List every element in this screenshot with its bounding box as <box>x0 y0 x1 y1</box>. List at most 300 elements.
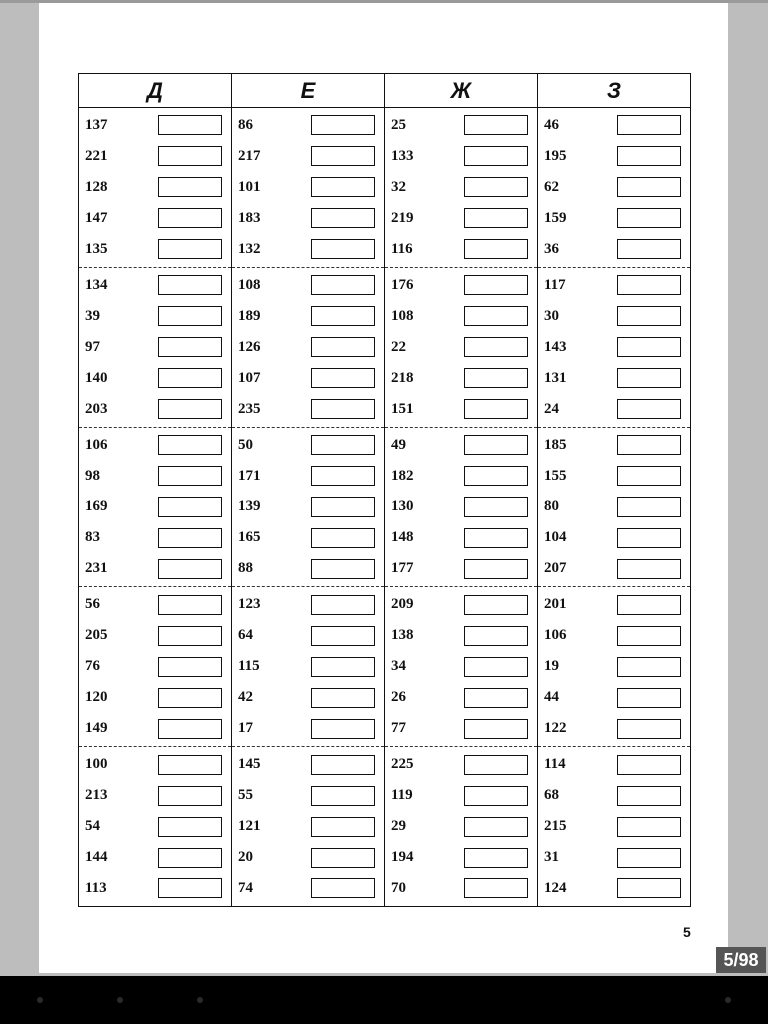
answer-box[interactable] <box>311 878 375 898</box>
problem-row <box>385 433 537 457</box>
problem-row <box>538 304 690 328</box>
problem-number: 203 <box>85 400 108 417</box>
problem-row <box>385 686 537 710</box>
problem-number: 68 <box>544 787 559 804</box>
answer-box[interactable] <box>464 559 528 579</box>
problem-row <box>538 624 690 648</box>
problem-row <box>385 464 537 488</box>
problem-row <box>79 397 231 421</box>
answer-box[interactable] <box>464 466 528 486</box>
answer-box[interactable] <box>617 115 681 135</box>
problem-row <box>538 495 690 519</box>
row-group <box>385 427 537 587</box>
problem-row <box>232 304 384 328</box>
answer-box[interactable] <box>617 337 681 357</box>
problem-row <box>79 304 231 328</box>
answer-box[interactable] <box>158 755 222 775</box>
answer-box[interactable] <box>158 626 222 646</box>
answer-box[interactable] <box>311 817 375 837</box>
problem-number: 121 <box>238 818 261 835</box>
nav-back-icon[interactable] <box>37 997 43 1003</box>
answer-box[interactable] <box>311 208 375 228</box>
answer-box[interactable] <box>158 146 222 166</box>
problem-row <box>385 624 537 648</box>
problem-row <box>538 144 690 168</box>
problem-number: 55 <box>238 787 253 804</box>
problem-row <box>385 397 537 421</box>
problem-number: 80 <box>544 498 559 515</box>
problem-row <box>79 144 231 168</box>
problem-number: 74 <box>238 879 253 896</box>
answer-box[interactable] <box>311 719 375 739</box>
answer-box[interactable] <box>311 595 375 615</box>
column-header: Е <box>231 74 384 107</box>
worksheet-table <box>78 73 691 907</box>
answer-box[interactable] <box>617 528 681 548</box>
problem-row <box>232 144 384 168</box>
problem-number: 39 <box>85 307 100 324</box>
answer-box[interactable] <box>464 626 528 646</box>
problem-row <box>385 113 537 137</box>
answer-box[interactable] <box>617 275 681 295</box>
problem-row <box>538 273 690 297</box>
answer-box[interactable] <box>158 435 222 455</box>
nav-recent-apps-icon[interactable] <box>197 997 203 1003</box>
problem-row <box>538 464 690 488</box>
answer-box[interactable] <box>464 337 528 357</box>
answer-box[interactable] <box>464 177 528 197</box>
answer-box[interactable] <box>158 115 222 135</box>
problem-number: 140 <box>85 369 108 386</box>
answer-box[interactable] <box>158 786 222 806</box>
problem-number: 139 <box>238 498 261 515</box>
problem-row <box>79 655 231 679</box>
answer-box[interactable] <box>464 719 528 739</box>
problem-number: 195 <box>544 147 567 164</box>
answer-box[interactable] <box>158 399 222 419</box>
problem-number: 97 <box>85 338 100 355</box>
problem-number: 32 <box>391 178 406 195</box>
problem-row <box>538 237 690 261</box>
row-group <box>538 108 690 267</box>
problem-number: 108 <box>391 307 414 324</box>
problem-number: 182 <box>391 467 414 484</box>
answer-box[interactable] <box>617 146 681 166</box>
problem-number: 165 <box>238 529 261 546</box>
answer-box[interactable] <box>311 497 375 517</box>
answer-box[interactable] <box>617 208 681 228</box>
problem-row <box>232 366 384 390</box>
page-counter[interactable]: 5/98 <box>716 947 766 973</box>
problem-row <box>538 593 690 617</box>
problem-number: 217 <box>238 147 261 164</box>
answer-box[interactable] <box>311 275 375 295</box>
answer-box[interactable] <box>311 306 375 326</box>
problem-number: 19 <box>544 658 559 675</box>
answer-box[interactable] <box>158 559 222 579</box>
answer-box[interactable] <box>617 786 681 806</box>
problem-row <box>538 175 690 199</box>
problem-row <box>232 717 384 741</box>
problem-row <box>232 876 384 900</box>
problem-number: 221 <box>85 147 108 164</box>
answer-box[interactable] <box>311 786 375 806</box>
answer-box[interactable] <box>617 626 681 646</box>
row-group <box>538 427 690 587</box>
problem-row <box>79 175 231 199</box>
answer-box[interactable] <box>158 817 222 837</box>
problem-row <box>538 113 690 137</box>
answer-box[interactable] <box>464 208 528 228</box>
problem-row <box>232 397 384 421</box>
problem-row <box>79 113 231 137</box>
problem-number: 86 <box>238 116 253 133</box>
nav-menu-icon[interactable] <box>725 997 731 1003</box>
problem-row <box>538 753 690 777</box>
column-header: Д <box>147 77 163 103</box>
problem-row <box>232 335 384 359</box>
problem-number: 104 <box>544 529 567 546</box>
answer-box[interactable] <box>464 848 528 868</box>
problem-number: 155 <box>544 467 567 484</box>
problem-row <box>385 557 537 581</box>
row-group <box>232 267 384 427</box>
problem-row <box>79 717 231 741</box>
problem-number: 147 <box>85 209 108 226</box>
problem-number: 219 <box>391 209 414 226</box>
answer-box[interactable] <box>158 306 222 326</box>
answer-box[interactable] <box>464 399 528 419</box>
problem-row <box>232 753 384 777</box>
answer-box[interactable] <box>158 466 222 486</box>
problem-number: 49 <box>391 436 406 453</box>
answer-box[interactable] <box>617 755 681 775</box>
row-group <box>79 427 231 587</box>
problem-row <box>232 273 384 297</box>
problem-number: 171 <box>238 467 261 484</box>
answer-box[interactable] <box>617 848 681 868</box>
answer-box[interactable] <box>311 368 375 388</box>
problem-row <box>232 557 384 581</box>
row-group <box>385 267 537 427</box>
problem-number: 185 <box>544 436 567 453</box>
answer-box[interactable] <box>617 466 681 486</box>
problem-row <box>79 876 231 900</box>
problem-number: 108 <box>238 276 261 293</box>
problem-row <box>232 624 384 648</box>
row-group <box>232 427 384 587</box>
answer-box[interactable] <box>464 146 528 166</box>
problem-row <box>232 526 384 550</box>
answer-box[interactable] <box>158 595 222 615</box>
problem-row <box>385 815 537 839</box>
problem-number: 98 <box>85 467 100 484</box>
problem-row <box>385 495 537 519</box>
problem-row <box>538 335 690 359</box>
problem-number: 144 <box>85 849 108 866</box>
problem-number: 31 <box>544 849 559 866</box>
problem-row <box>79 815 231 839</box>
answer-box[interactable] <box>464 595 528 615</box>
nav-home-icon[interactable] <box>117 997 123 1003</box>
problem-number: 189 <box>238 307 261 324</box>
problem-row <box>385 753 537 777</box>
answer-box[interactable] <box>311 177 375 197</box>
answer-box[interactable] <box>158 878 222 898</box>
answer-box[interactable] <box>464 115 528 135</box>
problem-number: 231 <box>85 560 108 577</box>
answer-box[interactable] <box>158 719 222 739</box>
problem-row <box>79 557 231 581</box>
answer-box[interactable] <box>311 239 375 259</box>
answer-box[interactable] <box>311 848 375 868</box>
problem-row <box>538 686 690 710</box>
answer-box[interactable] <box>311 435 375 455</box>
problem-row <box>538 815 690 839</box>
problem-row <box>79 784 231 808</box>
answer-box[interactable] <box>464 817 528 837</box>
problem-number: 101 <box>238 178 261 195</box>
problem-number: 205 <box>85 627 108 644</box>
row-group <box>538 586 690 746</box>
problem-number: 24 <box>544 400 559 417</box>
row-group <box>385 586 537 746</box>
problem-row <box>385 846 537 870</box>
column <box>231 108 384 906</box>
problem-number: 159 <box>544 209 567 226</box>
problem-row <box>385 366 537 390</box>
problem-row <box>232 686 384 710</box>
answer-box[interactable] <box>158 275 222 295</box>
answer-box[interactable] <box>464 497 528 517</box>
problem-row <box>79 206 231 230</box>
problem-number: 151 <box>391 400 414 417</box>
answer-box[interactable] <box>617 719 681 739</box>
problem-number: 114 <box>544 756 566 773</box>
column-header: Ж <box>384 74 537 107</box>
problem-row <box>232 655 384 679</box>
answer-box[interactable] <box>464 239 528 259</box>
problem-number: 25 <box>391 116 406 133</box>
problem-row <box>232 593 384 617</box>
problem-row <box>385 335 537 359</box>
answer-box[interactable] <box>158 239 222 259</box>
problem-row <box>232 846 384 870</box>
answer-box[interactable] <box>464 275 528 295</box>
answer-box[interactable] <box>158 177 222 197</box>
column <box>79 108 231 906</box>
problem-row <box>385 175 537 199</box>
problem-number: 122 <box>544 720 567 737</box>
answer-box[interactable] <box>464 435 528 455</box>
problem-row <box>385 304 537 328</box>
answer-box[interactable] <box>464 688 528 708</box>
problem-number: 130 <box>391 498 414 515</box>
problem-number: 132 <box>238 240 261 257</box>
row-group <box>538 267 690 427</box>
problem-row <box>232 237 384 261</box>
problem-row <box>538 433 690 457</box>
problem-number: 107 <box>238 369 261 386</box>
row-group <box>232 746 384 906</box>
problem-number: 213 <box>85 787 108 804</box>
answer-box[interactable] <box>158 337 222 357</box>
problem-number: 215 <box>544 818 567 835</box>
problem-number: 70 <box>391 879 406 896</box>
problem-row <box>232 464 384 488</box>
problem-row <box>79 464 231 488</box>
problem-number: 17 <box>238 720 253 737</box>
problem-number: 50 <box>238 436 253 453</box>
answer-box[interactable] <box>311 146 375 166</box>
answer-box[interactable] <box>311 626 375 646</box>
column-header: З <box>537 74 690 107</box>
problem-number: 116 <box>391 240 413 257</box>
problem-row <box>385 655 537 679</box>
row-group <box>79 267 231 427</box>
answer-box[interactable] <box>158 657 222 677</box>
problem-number: 26 <box>391 689 406 706</box>
problem-number: 183 <box>238 209 261 226</box>
answer-box[interactable] <box>158 368 222 388</box>
answer-box[interactable] <box>617 177 681 197</box>
problem-number: 235 <box>238 400 261 417</box>
problem-row <box>232 815 384 839</box>
problem-number: 115 <box>238 658 260 675</box>
problem-row <box>79 433 231 457</box>
answer-box[interactable] <box>311 755 375 775</box>
problem-number: 88 <box>238 560 253 577</box>
problem-row <box>79 237 231 261</box>
answer-box[interactable] <box>617 688 681 708</box>
answer-box[interactable] <box>311 688 375 708</box>
problem-number: 76 <box>85 658 100 675</box>
problem-number: 176 <box>391 276 414 293</box>
answer-box[interactable] <box>617 559 681 579</box>
answer-box[interactable] <box>617 497 681 517</box>
problem-number: 225 <box>391 756 414 773</box>
answer-box[interactable] <box>311 399 375 419</box>
problem-row <box>79 846 231 870</box>
answer-box[interactable] <box>158 528 222 548</box>
row-group <box>79 746 231 906</box>
answer-box[interactable] <box>464 786 528 806</box>
problem-number: 22 <box>391 338 406 355</box>
answer-box[interactable] <box>617 435 681 455</box>
problem-row <box>79 273 231 297</box>
answer-box[interactable] <box>617 878 681 898</box>
problem-row <box>538 206 690 230</box>
problem-number: 169 <box>85 498 108 515</box>
problem-number: 64 <box>238 627 253 644</box>
problem-row <box>538 366 690 390</box>
problem-number: 128 <box>85 178 108 195</box>
answer-box[interactable] <box>464 306 528 326</box>
answer-box[interactable] <box>617 595 681 615</box>
answer-box[interactable] <box>464 878 528 898</box>
row-group <box>538 746 690 906</box>
answer-box[interactable] <box>464 755 528 775</box>
answer-box[interactable] <box>617 239 681 259</box>
problem-number: 149 <box>85 720 108 737</box>
problem-row <box>385 206 537 230</box>
problem-number: 120 <box>85 689 108 706</box>
problem-number: 137 <box>85 116 108 133</box>
answer-box[interactable] <box>617 399 681 419</box>
problem-row <box>538 397 690 421</box>
problem-number: 145 <box>238 756 261 773</box>
problem-row <box>385 717 537 741</box>
problem-number: 177 <box>391 560 414 577</box>
problem-number: 209 <box>391 596 414 613</box>
problem-row <box>538 876 690 900</box>
problem-number: 143 <box>544 338 567 355</box>
answer-box[interactable] <box>617 817 681 837</box>
problem-number: 124 <box>544 879 567 896</box>
answer-box[interactable] <box>311 115 375 135</box>
page-number: 5 <box>683 924 691 940</box>
problem-number: 138 <box>391 627 414 644</box>
problem-row <box>79 366 231 390</box>
problem-number: 123 <box>238 596 261 613</box>
problem-row <box>232 495 384 519</box>
problem-row <box>232 113 384 137</box>
answer-box[interactable] <box>311 466 375 486</box>
problem-number: 42 <box>238 689 253 706</box>
answer-box[interactable] <box>311 559 375 579</box>
answer-box[interactable] <box>311 657 375 677</box>
problem-number: 30 <box>544 307 559 324</box>
column <box>384 108 537 906</box>
problem-row <box>232 433 384 457</box>
problem-number: 56 <box>85 596 100 613</box>
problem-row <box>385 876 537 900</box>
row-group <box>79 586 231 746</box>
problem-number: 77 <box>391 720 406 737</box>
answer-box[interactable] <box>464 368 528 388</box>
problem-row <box>232 175 384 199</box>
problem-row <box>538 526 690 550</box>
problem-number: 44 <box>544 689 559 706</box>
problem-number: 113 <box>85 879 107 896</box>
answer-box[interactable] <box>617 306 681 326</box>
answer-box[interactable] <box>464 657 528 677</box>
answer-box[interactable] <box>311 528 375 548</box>
problem-row <box>79 624 231 648</box>
problem-row <box>79 335 231 359</box>
answer-box[interactable] <box>158 688 222 708</box>
problem-number: 134 <box>85 276 108 293</box>
answer-box[interactable] <box>158 497 222 517</box>
problem-number: 119 <box>391 787 413 804</box>
problem-number: 207 <box>544 560 567 577</box>
problem-row <box>538 784 690 808</box>
problem-row <box>538 717 690 741</box>
problem-row <box>79 753 231 777</box>
problem-number: 29 <box>391 818 406 835</box>
answer-box[interactable] <box>617 657 681 677</box>
navigation-bar <box>0 976 768 1024</box>
answer-box[interactable] <box>158 848 222 868</box>
problem-number: 126 <box>238 338 261 355</box>
problem-number: 106 <box>544 627 567 644</box>
problem-number: 100 <box>85 756 108 773</box>
answer-box[interactable] <box>311 337 375 357</box>
answer-box[interactable] <box>158 208 222 228</box>
answer-box[interactable] <box>464 528 528 548</box>
table-body <box>79 108 690 906</box>
answer-box[interactable] <box>617 368 681 388</box>
